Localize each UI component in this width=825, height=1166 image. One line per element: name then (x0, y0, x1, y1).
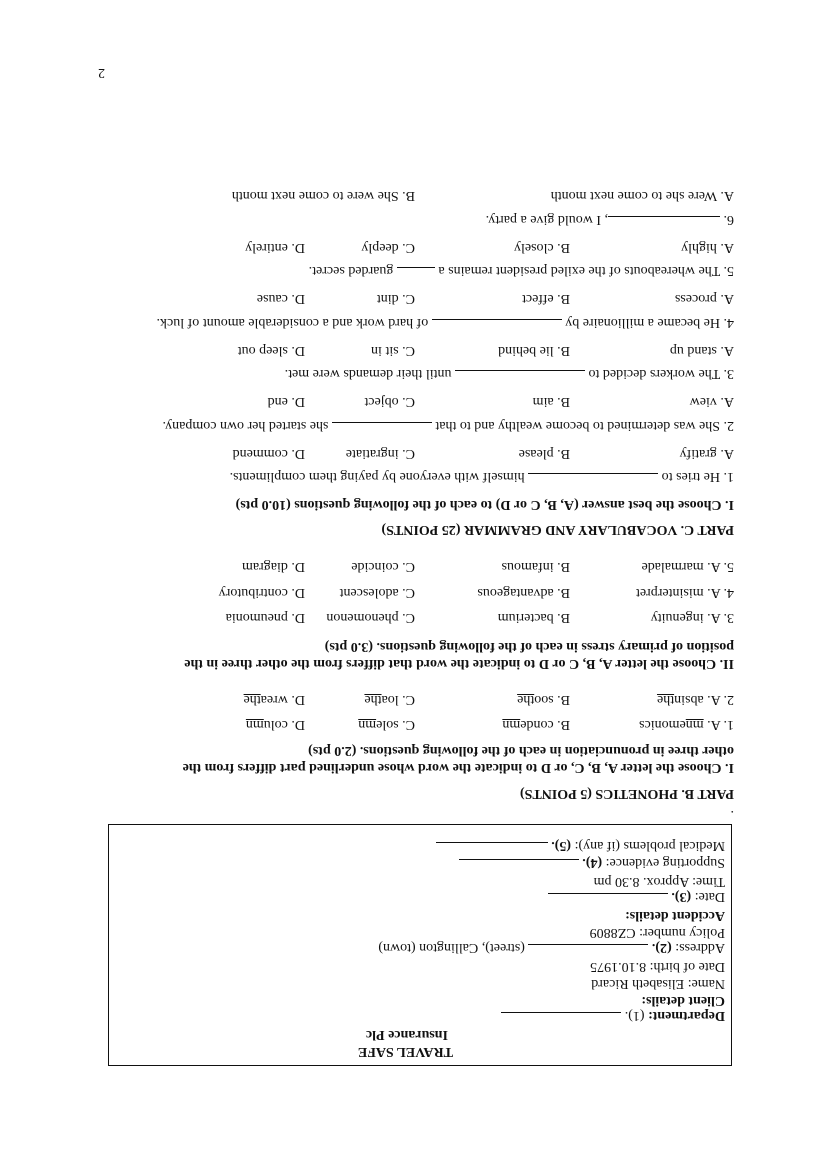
policy-number: Policy number: CZ8809 (589, 925, 725, 940)
vocab-q3-option-c[interactable]: C. sit in (371, 343, 415, 358)
medical-num: (5). (551, 838, 572, 853)
vocab-q2-stem: 2. She was determined to become wealthy and to that she started her own company. (162, 418, 734, 433)
q4-option-a[interactable]: 4. A. misinterpret (636, 585, 734, 600)
q1-option-c[interactable]: C. solemn (358, 717, 415, 732)
address-label: Address: (675, 940, 725, 955)
q5-option-b[interactable]: B. infamous (501, 559, 570, 574)
date-row (548, 888, 725, 906)
q1-option-a[interactable]: 1. A. mnemonics (639, 717, 734, 732)
evidence-label: Supporting evidence: (605, 855, 725, 870)
department-blank[interactable] (501, 1012, 621, 1025)
vocab-q2-option-d[interactable]: D. end (267, 394, 305, 409)
q4-option-c[interactable]: C. adolescent (339, 585, 415, 600)
part-c-title: PART C. VOCABULARY AND GRAMMAR (25 POINTS) (381, 522, 734, 537)
q3-option-a[interactable]: 3. A. ingenuity (650, 610, 734, 625)
part-c-sec1: I. Choose the best answer (A, B, C or D) to each of the following questions (10.0 pts) (235, 497, 734, 512)
vocab-q2-option-b[interactable]: B. aim (532, 394, 570, 409)
q3-option-b[interactable]: B. bacterium (497, 610, 570, 625)
vocab-q6-option-a[interactable]: A. Were she to come next month (550, 188, 734, 203)
vocab-q4-option-d[interactable]: D. cause (256, 291, 305, 306)
vocab-q6-stem: 6. , I would give a party. (485, 212, 734, 227)
vocab-q1-option-d[interactable]: D. commend (232, 446, 305, 461)
part-b-sec1-line2: other three in pronunciation in each of the following questions. (2.0 pts) (308, 743, 734, 758)
q2-option-c[interactable]: C. loathe (364, 692, 415, 707)
vocab-q5-option-d[interactable]: D. entirely (245, 240, 305, 255)
vocab-q4-option-a[interactable]: A. process (674, 291, 734, 306)
part-b-sec2-line2: position of primary stress in each of the following questions. (3.0 pts) (324, 639, 734, 654)
q5-option-a[interactable]: 5. A. marmalade (641, 559, 734, 574)
form-title: TRAVEL SAFE (357, 1044, 453, 1059)
department-row (501, 1007, 725, 1025)
address-street: (street), Callington (town) (378, 940, 525, 955)
department-num: (1). (624, 1008, 645, 1023)
evidence-num: (4). (582, 855, 603, 870)
q1-option-b[interactable]: B. condemn (502, 717, 570, 732)
vocab-q1-blank[interactable] (528, 473, 658, 486)
vocab-q4-blank[interactable] (432, 319, 562, 332)
date-blank[interactable] (548, 893, 668, 906)
part-b-sec1-line1: I. Choose the letter A, B, C, or D to indicate the word whose underlined part differs from the (182, 760, 734, 775)
vocab-q4-option-b[interactable]: B. effect (522, 291, 570, 306)
vocab-q1-option-b[interactable]: B. please (518, 446, 570, 461)
stray-dot: . (730, 807, 734, 822)
vocab-q4-stem: 4. He became a millionaire by of hard work and a considerable amount of luck. (156, 315, 734, 330)
date-label: Date: (694, 889, 725, 904)
address-row (378, 939, 725, 957)
vocab-q1-option-a[interactable]: A. gratify (679, 446, 734, 461)
page-number: 2 (98, 65, 105, 80)
q1-option-d[interactable]: D. column (245, 717, 305, 732)
vocab-q3-blank[interactable] (455, 370, 585, 383)
vocab-q5-stem: 5. The whereabouts of the exiled president remains a guarded secret. (308, 263, 734, 278)
vocab-q5-option-b[interactable]: B. closely (514, 240, 570, 255)
q5-option-d[interactable]: D. diagram (242, 559, 305, 574)
vocab-q2-blank[interactable] (332, 422, 432, 435)
q3-option-d[interactable]: D. pneumonia (225, 610, 305, 625)
medical-label: Medical problems (if any): (574, 838, 725, 853)
vocab-q2-option-a[interactable]: A. view (689, 394, 734, 409)
vocab-q6-blank[interactable] (608, 216, 720, 229)
department-label: Department: (648, 1008, 725, 1023)
evidence-row (459, 854, 725, 872)
q2-option-d[interactable]: D. wreathe (243, 692, 305, 707)
date-num: (3). (671, 889, 692, 904)
q4-option-b[interactable]: B. advantageous (477, 585, 570, 600)
vocab-q4-option-c[interactable]: C. dint (376, 291, 415, 306)
vocab-q1-stem: 1. He tries to himself with everyone by paying them compliments. (229, 469, 734, 484)
medical-blank[interactable] (436, 842, 548, 855)
q5-option-c[interactable]: C. coincide (351, 559, 415, 574)
evidence-blank[interactable] (459, 859, 579, 872)
q2-option-b[interactable]: B. soothe (517, 692, 570, 707)
q2-option-a[interactable]: 2. A. absinthe (656, 692, 734, 707)
medical-row (436, 837, 725, 855)
vocab-q5-option-c[interactable]: C. deeply (361, 240, 415, 255)
vocab-q1-option-c[interactable]: C. ingratiate (345, 446, 415, 461)
address-blank[interactable] (528, 944, 648, 957)
client-name: Name: Elisabeth Ricard (591, 976, 725, 991)
vocab-q3-option-b[interactable]: B. lie behind (498, 343, 570, 358)
vocab-q3-option-d[interactable]: D. sleep out (237, 343, 305, 358)
vocab-q3-option-a[interactable]: A. stand up (669, 343, 734, 358)
vocab-q2-option-c[interactable]: C. object (364, 394, 415, 409)
vocab-q6-option-b[interactable]: B. She were to come next month (231, 188, 415, 203)
q4-option-d[interactable]: D. contributory (218, 585, 305, 600)
q3-option-c[interactable]: C. phenomenon (326, 610, 415, 625)
client-dob: Date of birth: 8.10.1975 (590, 959, 725, 974)
client-details-header: Client details: (641, 993, 725, 1008)
accident-details-header: Accident details: (625, 908, 725, 923)
part-b-sec2-line1: II. Choose the letter A, B, C or D to indicate the word that differs from the other three in the (184, 656, 734, 671)
vocab-q3-stem: 3. The workers decided to until their demands were met. (284, 366, 734, 381)
accident-time: Time: Approx. 8.30 pm (593, 874, 725, 889)
address-num: (2). (651, 940, 672, 955)
vocab-q5-option-a[interactable]: A. highly (681, 240, 734, 255)
form-subtitle: Insurance Plc (365, 1027, 448, 1042)
part-b-title: PART B. PHONETICS (5 POINTS) (519, 786, 734, 801)
vocab-q5-blank[interactable] (397, 267, 435, 280)
